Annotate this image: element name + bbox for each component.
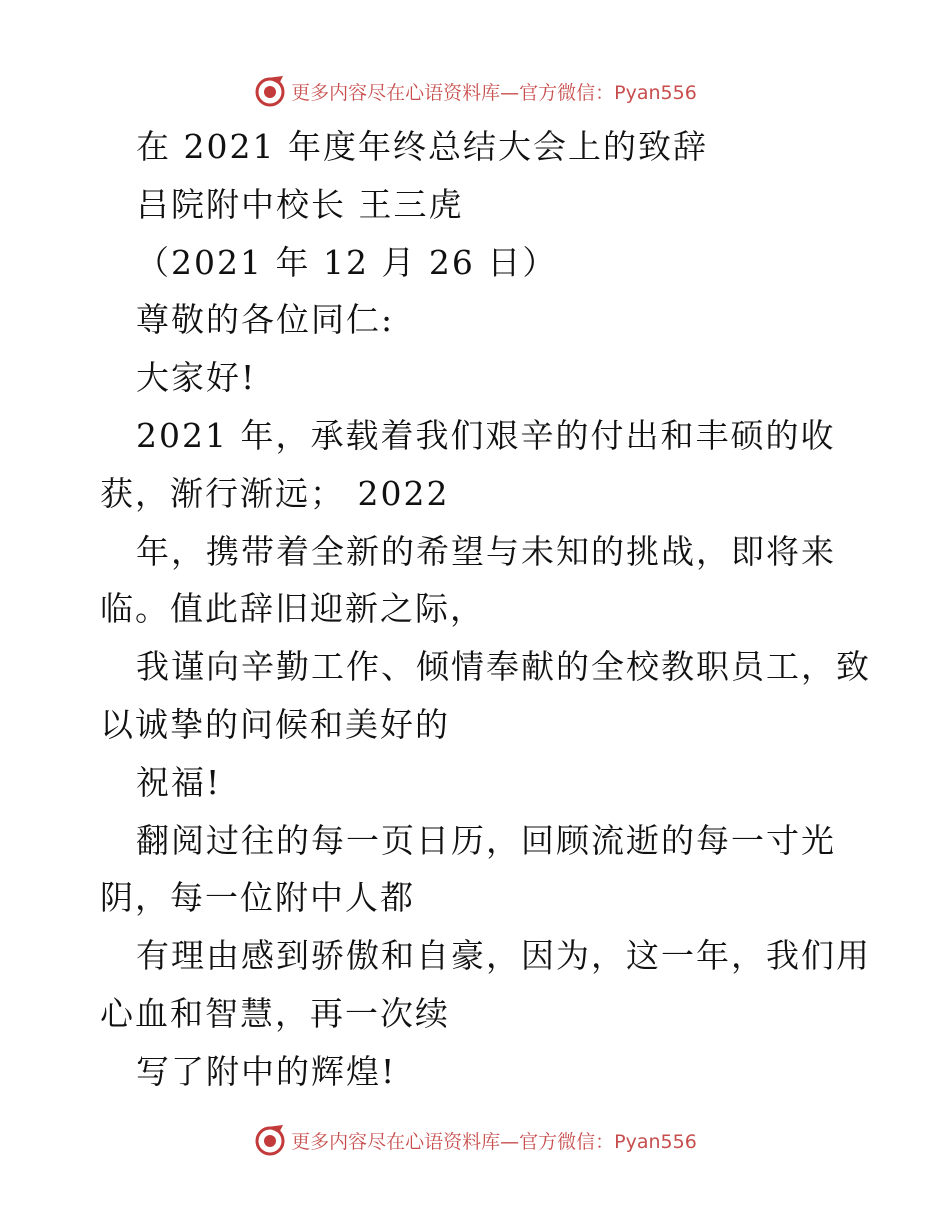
paragraph-line: 获，渐行渐远； 2022 bbox=[100, 473, 450, 513]
paragraph-line: 写了附中的辉煌! bbox=[136, 1051, 397, 1091]
watermark-header bbox=[0, 71, 950, 111]
paragraph-line: 以诚挚的问候和美好的 bbox=[100, 704, 450, 744]
date-line: （2021 年 12 月 26 日） bbox=[136, 242, 558, 282]
salutation: 尊敬的各位同仁: bbox=[136, 300, 395, 340]
watermark-text: 更多内容尽在心语资料库—官方微信：Pyan556 bbox=[291, 81, 697, 104]
paragraph-line: 我谨向辛勤工作、倾情奉献的全校教职员工，致 bbox=[136, 647, 871, 687]
speaker-line: 吕院附中校长 王三虎 bbox=[136, 184, 464, 224]
paragraph-line: 心血和智慧，再一次续 bbox=[100, 993, 450, 1033]
speech-title: 在 2021 年度年终总结大会上的致辞 bbox=[136, 127, 708, 166]
logo-icon bbox=[253, 1123, 287, 1157]
logo-icon bbox=[253, 74, 287, 108]
paragraph-line: 祝福! bbox=[136, 762, 222, 802]
paragraph-line: 阴，每一位附中人都 bbox=[100, 878, 415, 918]
watermark-footer bbox=[0, 1120, 950, 1160]
paragraph-line: 年，携带着全新的希望与未知的挑战，即将来 bbox=[136, 531, 836, 571]
greeting: 大家好! bbox=[136, 358, 257, 398]
watermark-text: 更多内容尽在心语资料库—官方微信：Pyan556 bbox=[291, 1130, 697, 1153]
paragraph-line: 临。值此辞旧迎新之际， bbox=[100, 589, 485, 629]
paragraph-line: 翻阅过往的每一页日历，回顾流逝的每一寸光 bbox=[136, 820, 836, 860]
paragraph-line: 2021 年，承载着我们艰辛的付出和丰硕的收 bbox=[136, 415, 836, 455]
document-body bbox=[0, 118, 950, 1101]
paragraph-line: 有理由感到骄傲和自豪，因为，这一年，我们用 bbox=[136, 936, 871, 976]
